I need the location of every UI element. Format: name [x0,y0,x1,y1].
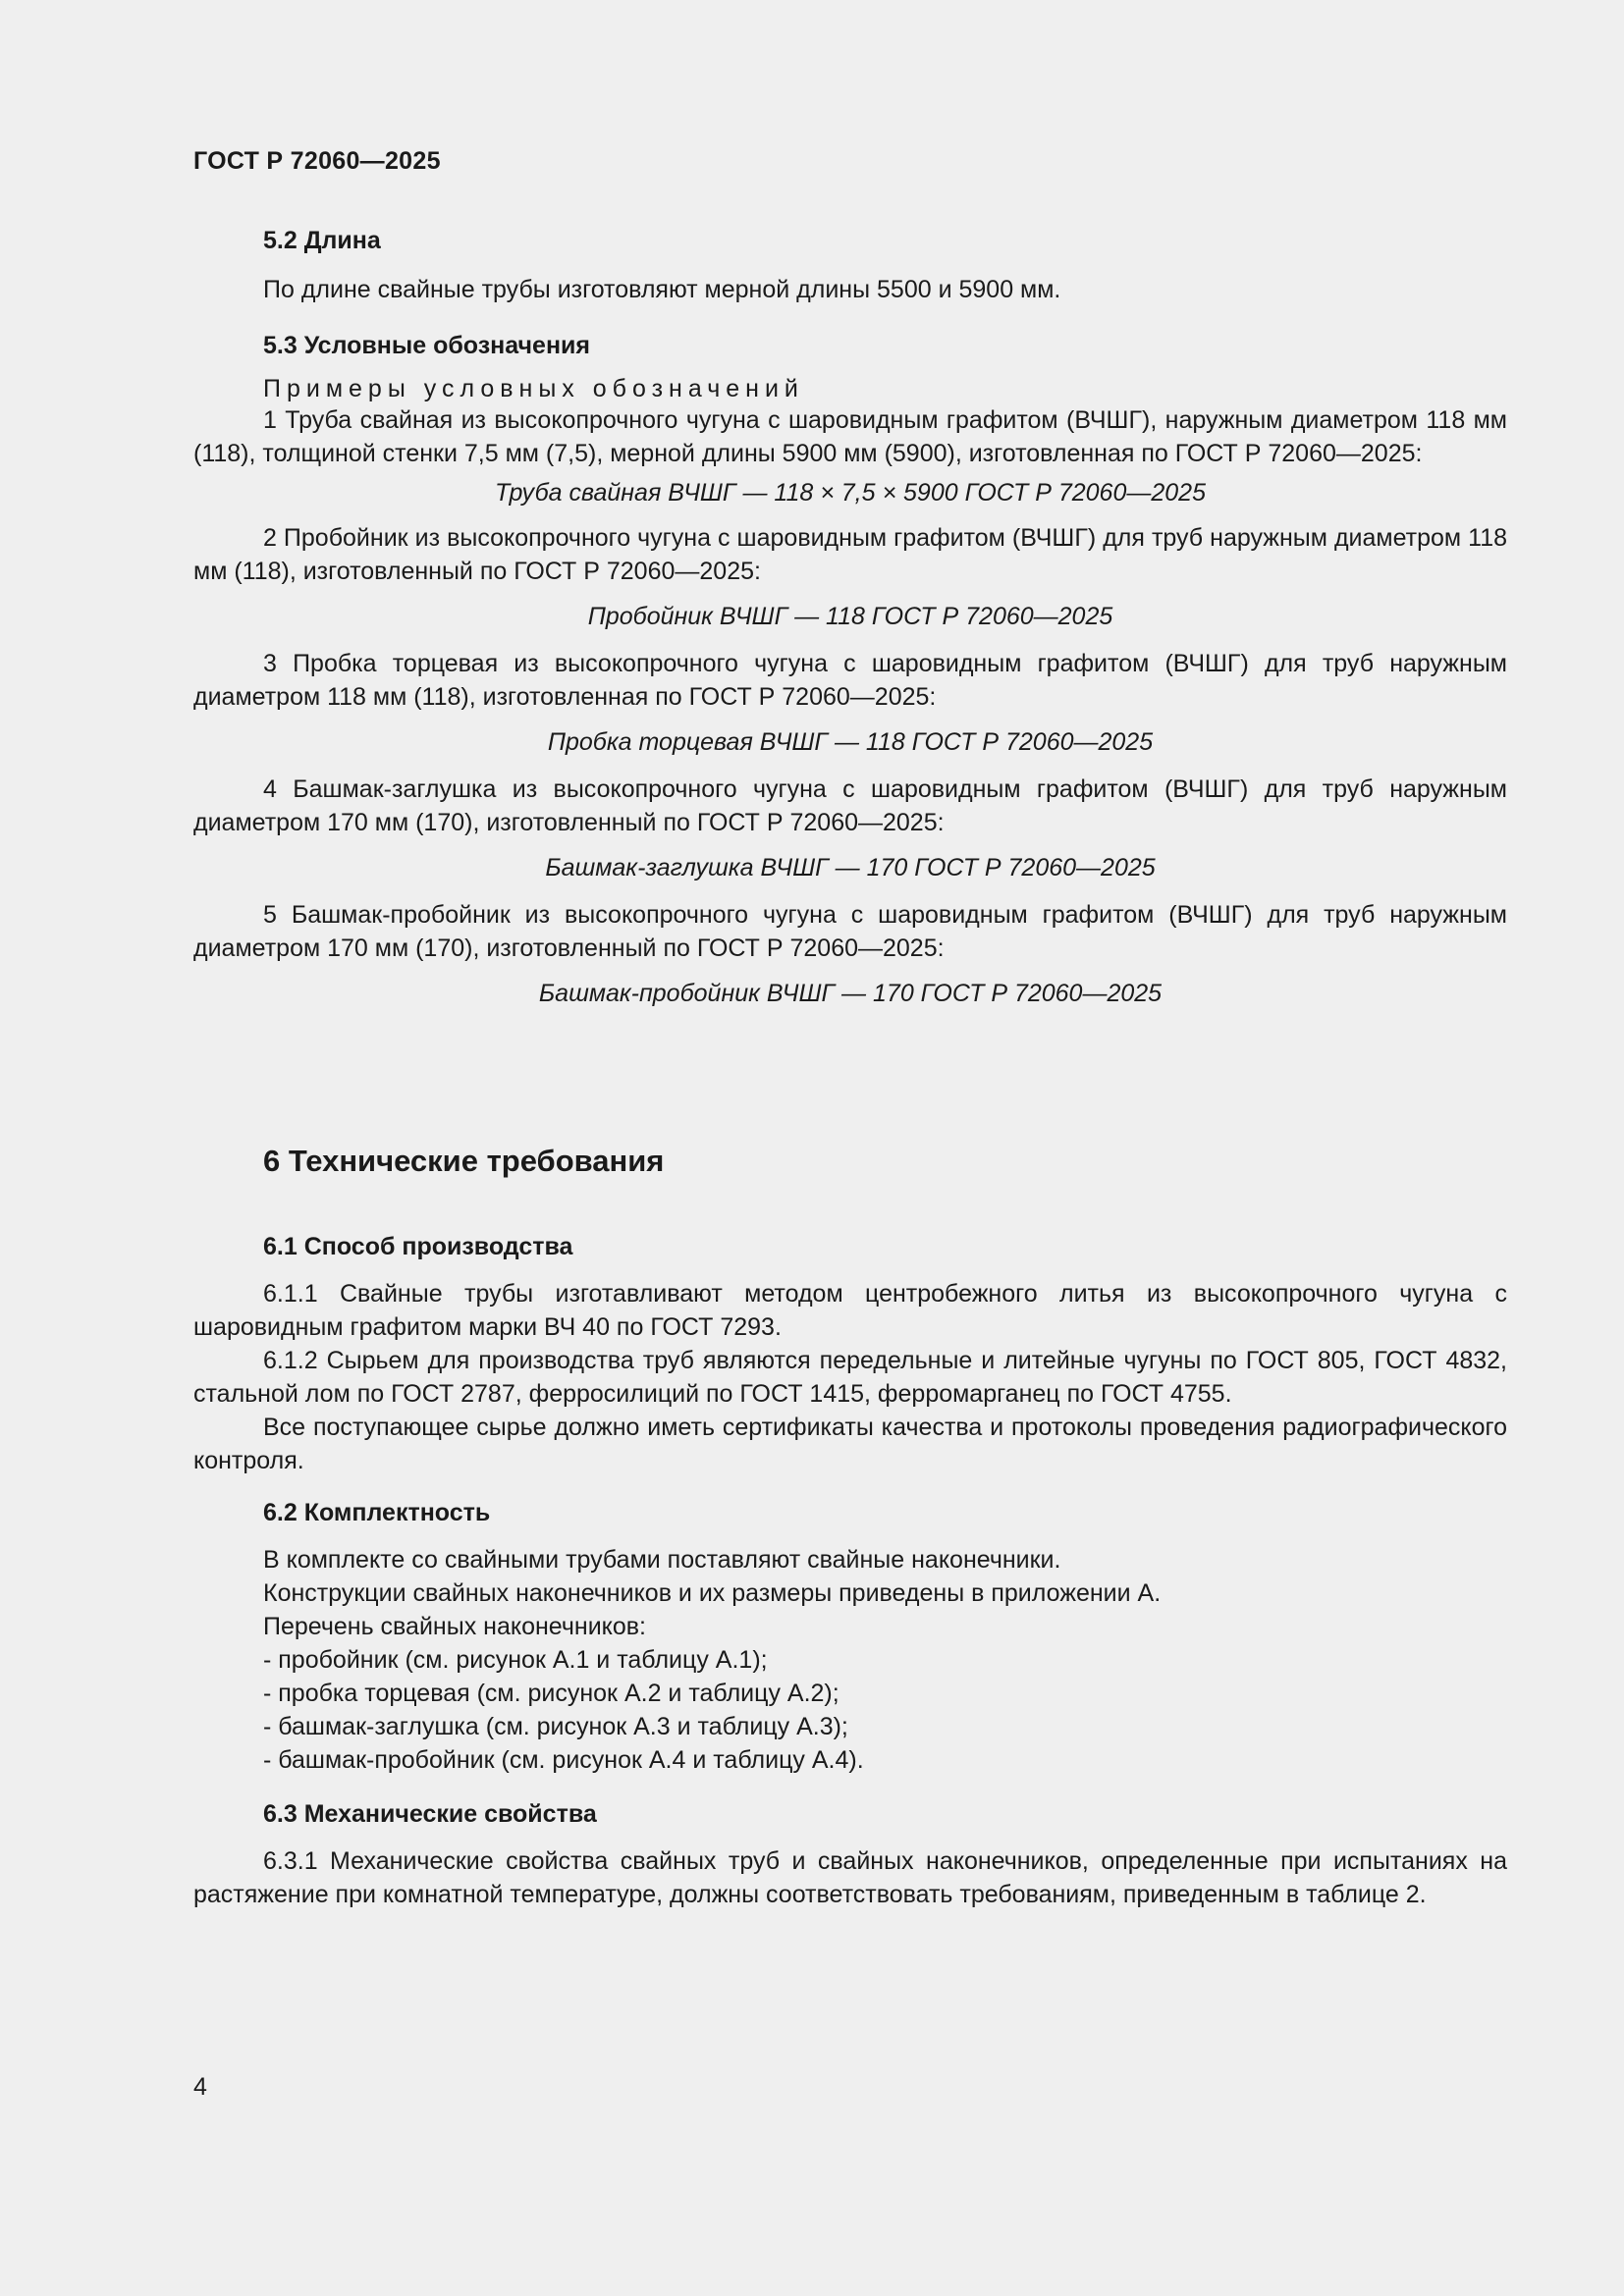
paragraph: Перечень свайных наконечников: [263,1613,647,1640]
example-5: 5 Башмак-пробойник из высокопрочного чугуна с шаровидным графитом (ВЧШГ) для труб наружным диаметром 170 мм (170), изготовленный по ГОСТ Р 72060—2025: [193,901,1507,962]
section-title: 5.3 Условные обозначения [263,332,591,359]
example-2: 2 Пробойник из высокопрочного чугуна с шаровидным графитом (ВЧШГ) для труб наружным диаметром 118 мм (118), изготовленный по ГОСТ Р 72060—2025: [193,524,1507,585]
examples-label: Примеры условных обозначений [263,375,804,402]
section-title: 6.1 Способ производства [263,1233,573,1260]
example-2-code: Пробойник ВЧШГ — 118 ГОСТ Р 72060—2025 [587,603,1113,630]
section-6-1 [193,1230,1507,1477]
list-item: - пробойник (см. рисунок А.1 и таблицу А.1); [263,1646,768,1674]
section-5-3 [193,329,1507,1010]
example-1: 1 Труба свайная из высокопрочного чугуна с шаровидным графитом (ВЧШГ), наружным диаметром 118 мм (118), толщиной стенки 7,5 мм (7,5), мерной длины 5900 мм (5900), изготовленная по ГОСТ Р 72060—2025: [193,406,1507,467]
section-6-3 [193,1797,1507,1911]
list-item: - башмак-заглушка (см. рисунок А.3 и таблицу А.3); [263,1713,848,1740]
paragraph: Конструкции свайных наконечников и их размеры приведены в приложении А. [263,1579,1162,1607]
paragraph: Все поступающее сырье должно иметь сертификаты качества и протоколы проведения радиографического контроля. [193,1414,1507,1474]
example-3: 3 Пробка торцевая из высокопрочного чугуна с шаровидным графитом (ВЧШГ) для труб наружным диаметром 118 мм (118), изготовленная по ГОСТ Р 72060—2025: [193,650,1507,711]
paragraph: 6.3.1 Механические свойства свайных труб и свайных наконечников, определенные при испытаниях на растяжение при комнатной температуре, должны соответствовать требованиям, приведенным в таблице 2. [193,1847,1507,1908]
section-6 [193,1145,1507,1178]
example-4-code: Башмак-заглушка ВЧШГ — 170 ГОСТ Р 72060—2025 [545,854,1156,881]
document-header: ГОСТ Р 72060—2025 [193,147,441,175]
section-6-2 [193,1496,1507,1777]
example-4: 4 Башмак-заглушка из высокопрочного чугуна с шаровидным графитом (ВЧШГ) для труб наружным диаметром 170 мм (170), изготовленный по ГОСТ Р 72060—2025: [193,775,1507,836]
section-title: 6.2 Комплектность [263,1499,491,1526]
paragraph: 6.1.2 Сырьем для производства труб являются передельные и литейные чугуны по ГОСТ 805, ГОСТ 4832, стальной лом по ГОСТ 2787, ферросилиций по ГОСТ 1415, ферромарганец по ГОСТ 4755. [193,1347,1507,1408]
paragraph: В комплекте со свайными трубами поставляют свайные наконечники. [263,1546,1061,1574]
section-title: 6.3 Механические свойства [263,1800,597,1828]
list-item: - пробка торцевая (см. рисунок А.2 и таблицу А.2); [263,1680,839,1707]
section-title: 5.2 Длина [263,227,381,254]
section-5-2 [193,224,1507,306]
paragraph: По длине свайные трубы изготовляют мерной длины 5500 и 5900 мм. [263,276,1061,303]
example-1-code: Труба свайная ВЧШГ — 118 × 7,5 × 5900 ГОСТ Р 72060—2025 [495,479,1206,507]
example-5-code: Башмак-пробойник ВЧШГ — 170 ГОСТ Р 72060—2025 [538,980,1163,1007]
list-item: - башмак-пробойник (см. рисунок А.4 и таблицу А.4). [263,1746,864,1774]
paragraph: 6.1.1 Свайные трубы изготавливают методом центробежного литья из высокопрочного чугуна с шаровидным графитом марки ВЧ 40 по ГОСТ 7293. [193,1280,1507,1341]
chapter-title: 6 Технические требования [263,1144,665,1178]
page-number: 4 [193,2073,207,2101]
example-3-code: Пробка торцевая ВЧШГ — 118 ГОСТ Р 72060—2025 [547,728,1154,756]
